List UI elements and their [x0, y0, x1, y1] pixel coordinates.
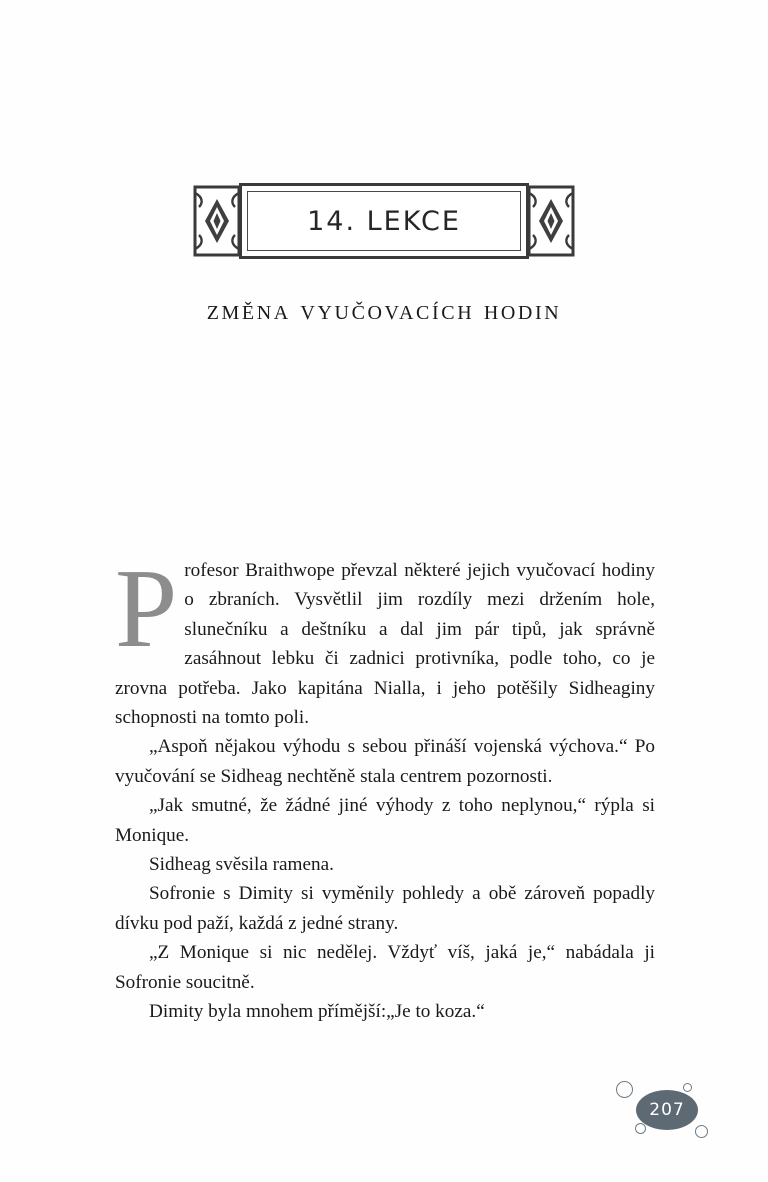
chapter-subtitle: změna vyučovacích hodin [206, 295, 562, 326]
chapter-plate-container [0, 183, 768, 259]
paragraph: Sidheag svěsila ramena. [149, 854, 334, 876]
diamond-flourish-ornament-icon [523, 183, 579, 259]
decorative-circle-icon [635, 1123, 646, 1134]
paragraph: Dimity byla mnohem přímější:„Je to koza.“ [149, 1001, 485, 1023]
paragraph: Sofronie s Dimity si vyměnily pohledy a obě zároveň popadly dívku pod paží, každá z jedné strany. [115, 883, 655, 934]
paragraph: „Z Monique si nic nedělej. Vždyť víš, jaká je,“ nabádala ji Sofronie soucitně. [115, 942, 655, 993]
body-text [115, 547, 655, 1027]
chapter-number-label: 14. LEKCE [307, 205, 461, 237]
decorative-circle-icon [616, 1081, 633, 1098]
paragraph: „Jak smutné, že žádné jiné výhody z toho neplynou,“ rýpla si Monique. [115, 795, 655, 846]
decorative-circle-icon [695, 1125, 708, 1138]
drop-cap: P [115, 547, 178, 671]
chapter-plate [239, 183, 529, 259]
page-number: 207 [636, 1090, 698, 1130]
page-number-badge [600, 1064, 710, 1144]
paragraph: „Aspoň nějakou výhodu s sebou přináší vojenská výchova.“ Po vyučování se Sidheag nechtěně stala centrem pozornosti. [115, 736, 655, 787]
decorative-circle-icon [683, 1083, 692, 1092]
diamond-flourish-ornament-icon [189, 183, 245, 259]
paragraph-text: rofesor Braithwope převzal některé jejich vyučovací hodiny o zbraních. Vysvětlil jim rozdíly mezi držením hole, slunečníku a deštníku a dal jim pár tipů, jak správně zasáhnout lebku či zadnici protivníka, podle toho, co je zrovna potřeba. Jako kapitána Nialla, i jeho potěšily Sidheaginy schopnosti na tomto poli. [115, 560, 655, 729]
paragraph [115, 547, 655, 732]
